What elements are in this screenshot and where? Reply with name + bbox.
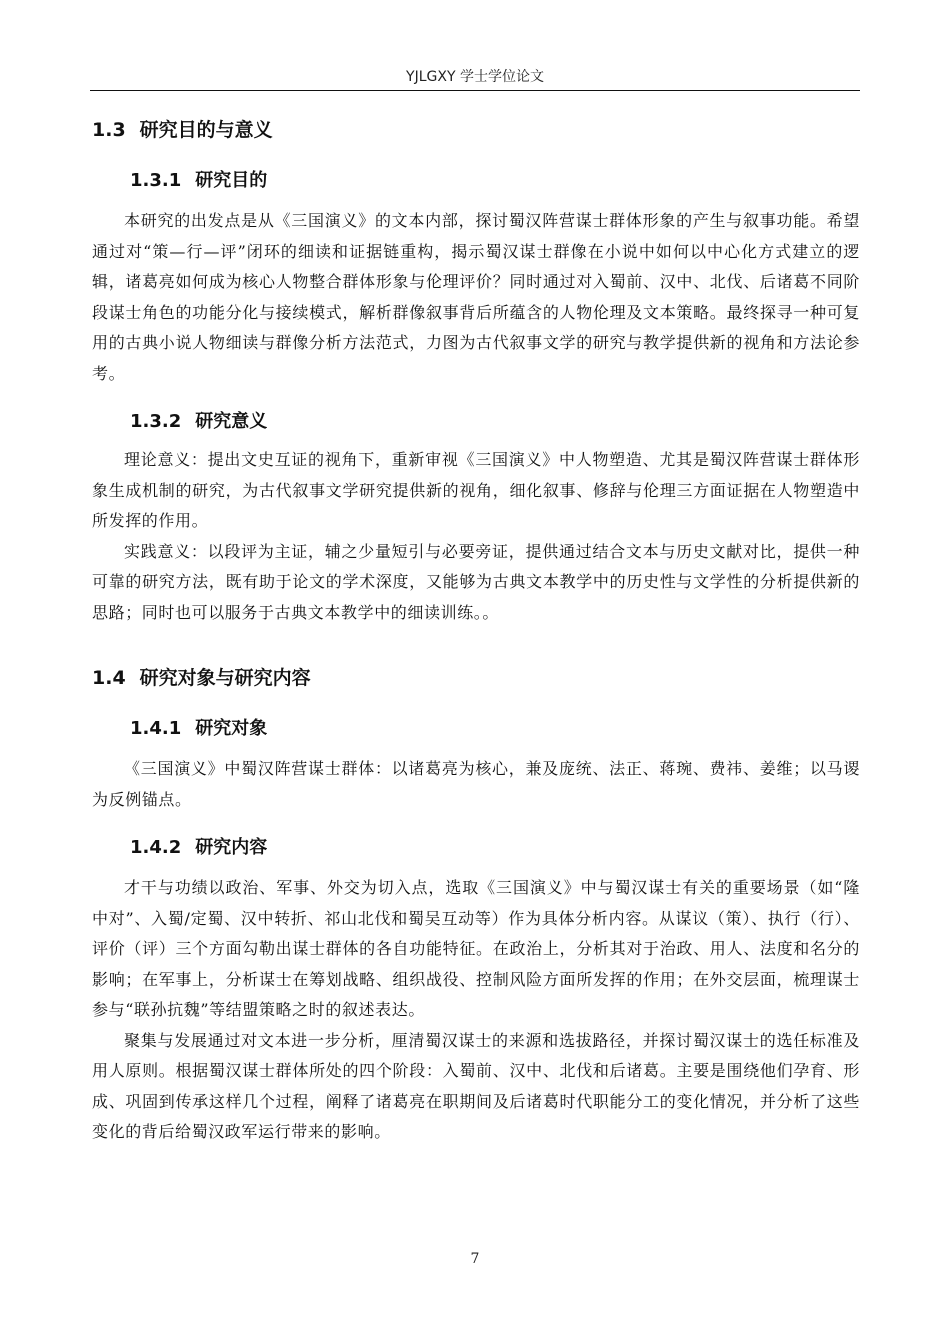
section-number: 1.4 <box>92 667 126 689</box>
paragraph: 聚集与发展通过对文本进一步分析，厘清蜀汉谋士的来源和选拔路径，并探讨蜀汉谋士的选任标准及用人原则。根据蜀汉谋士群体所处的四个阶段：入蜀前、汉中、北伐和后诸葛。主要是围绕他们孕育、形成、巩固到传承这样几个过程，阐释了诸葛亮在职期间及后诸葛时代职能分工的变化情况，并分析了这些变化的背后给蜀汉政军运行带来的影响。 <box>92 1030 860 1141</box>
running-header: YJLGXY 学士学位论文 <box>406 69 544 85</box>
subsection-heading-1-4-2 <box>92 833 860 863</box>
section-number: 1.3 <box>92 119 126 141</box>
page-body <box>92 110 860 1148</box>
subsection-heading-1-4-1 <box>92 714 860 744</box>
paragraph: 实践意义：以段评为主证，辅之少量短引与必要旁证，提供通过结合文本与历史文献对比，提供一种可靠的研究方法，既有助于论文的学术深度，又能够为古典文本教学中的历史性与文学性的分析提供新的思路；同时也可以服务于古典文本教学中的细读训练。。 <box>92 541 860 622</box>
subsection-number: 1.3.1 <box>130 170 182 191</box>
subsection-heading-1-3-1 <box>92 166 860 196</box>
paragraph: 才干与功绩以政治、军事、外交为切入点，选取《三国演义》中与蜀汉谋士有关的重要场景（如“隆中对”、入蜀/定蜀、汉中转折、祁山北伐和蜀吴互动等）作为具体分析内容。从谋议（策）、执行（行）、评价（评）三个方面勾勒出谋士群体的各自功能特征。在政治上，分析其对于治政、用人、法度和名分的影响；在军事上，分析谋士在筹划战略、组织战役、控制风险方面所发挥的作用；在外交层面，梳理谋士参与“联孙抗魏”等结盟策略之时的叙述表达。 <box>92 878 860 1019</box>
subsection-heading-1-3-2 <box>92 407 860 437</box>
paragraph: 本研究的出发点是从《三国演义》的文本内部，探讨蜀汉阵营谋士群体形象的产生与叙事功能。希望通过对“策—行—评”闭环的细读和证据链重构，揭示蜀汉谋士群像在小说中如何以中心化方式建立的逻辑，诸葛亮如何成为核心人物整合群体形象与伦理评价？同时通过对入蜀前、汉中、北伐、后诸葛不同阶段谋士角色的功能分化与接续模式，解析群像叙事背后所蕴含的人物伦理及文本策略。最终探寻一种可复用的古典小说人物细读与群像分析方法范式，力图为古代叙事文学的研究与教学提供新的视角和方法论参考。 <box>92 211 860 383</box>
paragraph: 《三国演义》中蜀汉阵营谋士群体：以诸葛亮为核心，兼及庞统、法正、蒋琬、费祎、姜维；以马谡为反例锚点。 <box>92 759 860 809</box>
section-title: 研究对象与研究内容 <box>139 667 311 689</box>
subsection-title: 研究目的 <box>195 170 268 191</box>
page-number: 7 <box>470 1251 480 1267</box>
subsection-title: 研究内容 <box>195 837 268 858</box>
subsection-title: 研究对象 <box>195 718 268 739</box>
subsection-number: 1.3.2 <box>130 411 182 432</box>
section-heading-1-3 <box>92 114 860 146</box>
header-rule <box>90 90 860 91</box>
section-title: 研究目的与意义 <box>139 119 273 141</box>
subsection-number: 1.4.1 <box>130 718 182 739</box>
subsection-title: 研究意义 <box>195 411 268 432</box>
section-heading-1-4 <box>92 662 860 694</box>
paragraph: 理论意义：提出文史互证的视角下，重新审视《三国演义》中人物塑造、尤其是蜀汉阵营谋士群体形象生成机制的研究，为古代叙事文学研究提供新的视角，细化叙事、修辞与伦理三方面证据在人物塑造中所发挥的作用。 <box>92 450 860 530</box>
subsection-number: 1.4.2 <box>130 837 182 858</box>
